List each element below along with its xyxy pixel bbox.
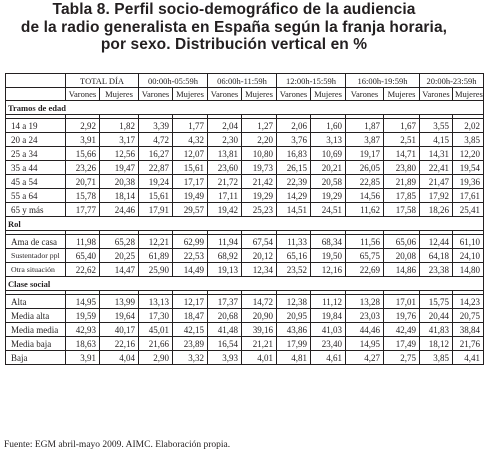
row-label: Media baja xyxy=(6,337,66,351)
value-cell: 20,08 xyxy=(384,249,420,263)
table-row xyxy=(6,337,484,351)
value-cell: 20,58 xyxy=(311,175,346,189)
value-cell: 19,73 xyxy=(242,161,277,175)
value-cell: 10,80 xyxy=(242,147,277,161)
value-cell: 20,12 xyxy=(242,249,277,263)
value-cell: 15,66 xyxy=(66,147,100,161)
value-cell: 4,04 xyxy=(100,351,139,365)
value-cell: 23,89 xyxy=(173,337,208,351)
period-header: 20:00h-23:59h xyxy=(420,74,484,88)
value-cell: 17,85 xyxy=(384,189,420,203)
period-header-row xyxy=(6,74,484,88)
table-row xyxy=(6,119,484,133)
value-cell: 14,71 xyxy=(384,147,420,161)
row-label: 20 a 24 xyxy=(6,133,66,147)
value-cell: 42,15 xyxy=(173,323,208,337)
value-cell: 3,93 xyxy=(208,351,242,365)
value-cell: 21,76 xyxy=(453,337,484,351)
value-cell: 61,10 xyxy=(453,235,484,249)
value-cell: 18,26 xyxy=(420,203,453,217)
row-label: Sustentador ppl xyxy=(6,249,66,263)
value-cell: 21,42 xyxy=(242,175,277,189)
value-cell: 3,55 xyxy=(420,119,453,133)
value-cell: 4,72 xyxy=(139,133,173,147)
value-cell: 22,16 xyxy=(100,337,139,351)
value-cell: 17,77 xyxy=(66,203,100,217)
sex-header: Mujeres xyxy=(100,88,139,101)
value-cell: 14,56 xyxy=(346,189,384,203)
value-cell: 38,84 xyxy=(453,323,484,337)
table-body xyxy=(6,101,484,365)
value-cell: 11,12 xyxy=(311,295,346,309)
value-cell: 12,07 xyxy=(173,147,208,161)
value-cell: 15,78 xyxy=(66,189,100,203)
value-cell: 19,50 xyxy=(311,249,346,263)
value-cell: 1,60 xyxy=(311,119,346,133)
value-cell: 4,61 xyxy=(311,351,346,365)
value-cell: 67,54 xyxy=(242,235,277,249)
sex-header: Mujeres xyxy=(173,88,208,101)
value-cell: 19,47 xyxy=(100,161,139,175)
table-row xyxy=(6,133,484,147)
table-row xyxy=(6,147,484,161)
value-cell: 4,27 xyxy=(346,351,384,365)
row-label: Media media xyxy=(6,323,66,337)
row-label: 65 y más xyxy=(6,203,66,217)
value-cell: 20,68 xyxy=(208,309,242,323)
sex-header: Mujeres xyxy=(453,88,484,101)
period-header: 12:00h-15:59h xyxy=(277,74,346,88)
value-cell: 2,30 xyxy=(208,133,242,147)
value-cell: 3,85 xyxy=(420,351,453,365)
value-cell: 20,75 xyxy=(453,309,484,323)
value-cell: 20,90 xyxy=(242,309,277,323)
value-cell: 3,39 xyxy=(139,119,173,133)
row-label: 25 a 34 xyxy=(6,147,66,161)
value-cell: 17,58 xyxy=(384,203,420,217)
value-cell: 14,51 xyxy=(277,203,311,217)
sex-header: Mujeres xyxy=(311,88,346,101)
table-row xyxy=(6,175,484,189)
value-cell: 20,25 xyxy=(100,249,139,263)
value-cell: 24,10 xyxy=(453,249,484,263)
value-cell: 22,62 xyxy=(66,263,100,277)
value-cell: 2,92 xyxy=(66,119,100,133)
value-cell: 3,76 xyxy=(277,133,311,147)
value-cell: 17,91 xyxy=(139,203,173,217)
period-header: TOTAL DÍA xyxy=(66,74,139,88)
value-cell: 65,75 xyxy=(346,249,384,263)
value-cell: 11,98 xyxy=(66,235,100,249)
table-row xyxy=(6,203,484,217)
value-cell: 12,17 xyxy=(173,295,208,309)
value-cell: 14,95 xyxy=(66,295,100,309)
value-cell: 68,92 xyxy=(208,249,242,263)
section-title: Rol xyxy=(6,217,484,231)
corner-cell xyxy=(6,88,66,101)
value-cell: 20,44 xyxy=(420,309,453,323)
sex-header: Varones xyxy=(420,88,453,101)
value-cell: 14,31 xyxy=(420,147,453,161)
table-row xyxy=(6,189,484,203)
value-cell: 17,17 xyxy=(173,175,208,189)
value-cell: 19,29 xyxy=(311,189,346,203)
value-cell: 19,13 xyxy=(208,263,242,277)
value-cell: 23,60 xyxy=(208,161,242,175)
value-cell: 2,20 xyxy=(242,133,277,147)
value-cell: 25,41 xyxy=(453,203,484,217)
value-cell: 11,56 xyxy=(346,235,384,249)
value-cell: 64,18 xyxy=(420,249,453,263)
value-cell: 22,53 xyxy=(173,249,208,263)
table-row xyxy=(6,161,484,175)
title-line-2: de la radio generalista en España según la franja horaria, xyxy=(20,18,448,36)
value-cell: 41,03 xyxy=(311,323,346,337)
value-cell: 18,12 xyxy=(420,337,453,351)
value-cell: 19,84 xyxy=(311,309,346,323)
value-cell: 11,33 xyxy=(277,235,311,249)
value-cell: 40,17 xyxy=(100,323,139,337)
value-cell: 19,49 xyxy=(173,189,208,203)
value-cell: 21,47 xyxy=(420,175,453,189)
value-cell: 14,49 xyxy=(173,263,208,277)
value-cell: 14,47 xyxy=(100,263,139,277)
value-cell: 4,81 xyxy=(277,351,311,365)
value-cell: 23,52 xyxy=(277,263,311,277)
value-cell: 3,91 xyxy=(66,351,100,365)
table-row xyxy=(6,249,484,263)
value-cell: 22,87 xyxy=(139,161,173,175)
value-cell: 23,80 xyxy=(384,161,420,175)
row-label: 55 a 64 xyxy=(6,189,66,203)
value-cell: 19,76 xyxy=(384,309,420,323)
table-row xyxy=(6,309,484,323)
value-cell: 3,87 xyxy=(346,133,384,147)
value-cell: 14,29 xyxy=(277,189,311,203)
value-cell: 17,99 xyxy=(277,337,311,351)
value-cell: 17,11 xyxy=(208,189,242,203)
row-label: 45 a 54 xyxy=(6,175,66,189)
row-label: Media alta xyxy=(6,309,66,323)
value-cell: 65,16 xyxy=(277,249,311,263)
value-cell: 3,17 xyxy=(100,133,139,147)
value-cell: 12,16 xyxy=(311,263,346,277)
value-cell: 3,85 xyxy=(453,133,484,147)
value-cell: 1,77 xyxy=(173,119,208,133)
value-cell: 17,61 xyxy=(453,189,484,203)
value-cell: 4,41 xyxy=(453,351,484,365)
value-cell: 12,21 xyxy=(139,235,173,249)
value-cell: 2,04 xyxy=(208,119,242,133)
section-header-row xyxy=(6,101,484,115)
row-label: 14 a 19 xyxy=(6,119,66,133)
value-cell: 17,92 xyxy=(420,189,453,203)
value-cell: 19,54 xyxy=(453,161,484,175)
value-cell: 2,90 xyxy=(139,351,173,365)
value-cell: 25,90 xyxy=(139,263,173,277)
value-cell: 21,72 xyxy=(208,175,242,189)
table-title xyxy=(0,1,468,54)
value-cell: 42,49 xyxy=(384,323,420,337)
value-cell: 43,86 xyxy=(277,323,311,337)
value-cell: 17,49 xyxy=(384,337,420,351)
table-row xyxy=(6,235,484,249)
value-cell: 22,39 xyxy=(277,175,311,189)
value-cell: 17,30 xyxy=(139,309,173,323)
demographic-table xyxy=(5,73,484,365)
value-cell: 65,28 xyxy=(100,235,139,249)
value-cell: 45,01 xyxy=(139,323,173,337)
period-header: 06:00h-11:59h xyxy=(208,74,277,88)
value-cell: 1,82 xyxy=(100,119,139,133)
value-cell: 15,61 xyxy=(139,189,173,203)
value-cell: 19,59 xyxy=(66,309,100,323)
value-cell: 13,99 xyxy=(100,295,139,309)
source-note: Fuente: EGM abril-mayo 2009. AIMC. Elaboración propia. xyxy=(4,440,231,450)
value-cell: 25,23 xyxy=(242,203,277,217)
value-cell: 26,05 xyxy=(346,161,384,175)
value-cell: 18,47 xyxy=(173,309,208,323)
title-line-3: por sexo. Distribución vertical en % xyxy=(100,36,368,53)
value-cell: 13,81 xyxy=(208,147,242,161)
value-cell: 22,69 xyxy=(346,263,384,277)
value-cell: 23,40 xyxy=(311,337,346,351)
value-cell: 19,42 xyxy=(208,203,242,217)
value-cell: 39,16 xyxy=(242,323,277,337)
value-cell: 22,85 xyxy=(346,175,384,189)
value-cell: 41,83 xyxy=(420,323,453,337)
value-cell: 22,41 xyxy=(420,161,453,175)
value-cell: 2,51 xyxy=(384,133,420,147)
section-header-row xyxy=(6,277,484,291)
value-cell: 65,06 xyxy=(384,235,420,249)
value-cell: 20,38 xyxy=(100,175,139,189)
sex-header: Mujeres xyxy=(242,88,277,101)
value-cell: 20,95 xyxy=(277,309,311,323)
value-cell: 1,87 xyxy=(346,119,384,133)
value-cell: 13,13 xyxy=(139,295,173,309)
value-cell: 14,95 xyxy=(346,337,384,351)
value-cell: 12,56 xyxy=(100,147,139,161)
value-cell: 4,01 xyxy=(242,351,277,365)
value-cell: 16,54 xyxy=(208,337,242,351)
value-cell: 20,21 xyxy=(311,161,346,175)
value-cell: 3,13 xyxy=(311,133,346,147)
value-cell: 23,26 xyxy=(66,161,100,175)
corner-cell xyxy=(6,74,66,88)
value-cell: 24,46 xyxy=(100,203,139,217)
value-cell: 19,24 xyxy=(139,175,173,189)
sex-header: Varones xyxy=(346,88,384,101)
sex-header: Varones xyxy=(208,88,242,101)
value-cell: 3,91 xyxy=(66,133,100,147)
value-cell: 2,06 xyxy=(277,119,311,133)
section-title: Clase social xyxy=(6,277,484,291)
value-cell: 20,71 xyxy=(66,175,100,189)
value-cell: 19,17 xyxy=(346,147,384,161)
title-line-1: Tabla 8. Perfil socio-demográfico de la audiencia xyxy=(52,1,416,18)
value-cell: 14,23 xyxy=(453,295,484,309)
value-cell: 14,80 xyxy=(453,263,484,277)
value-cell: 4,15 xyxy=(420,133,453,147)
value-cell: 23,03 xyxy=(346,309,384,323)
value-cell: 2,75 xyxy=(384,351,420,365)
period-header: 16:00h-19:59h xyxy=(346,74,420,88)
value-cell: 4,32 xyxy=(173,133,208,147)
value-cell: 18,63 xyxy=(66,337,100,351)
value-cell: 21,66 xyxy=(139,337,173,351)
row-label: Ama de casa xyxy=(6,235,66,249)
value-cell: 41,48 xyxy=(208,323,242,337)
value-cell: 11,94 xyxy=(208,235,242,249)
value-cell: 12,38 xyxy=(277,295,311,309)
value-cell: 17,37 xyxy=(208,295,242,309)
table-row xyxy=(6,263,484,277)
value-cell: 29,57 xyxy=(173,203,208,217)
value-cell: 14,86 xyxy=(384,263,420,277)
value-cell: 62,99 xyxy=(173,235,208,249)
value-cell: 61,89 xyxy=(139,249,173,263)
value-cell: 42,93 xyxy=(66,323,100,337)
value-cell: 19,36 xyxy=(453,175,484,189)
sex-header: Varones xyxy=(139,88,173,101)
value-cell: 14,72 xyxy=(242,295,277,309)
value-cell: 26,15 xyxy=(277,161,311,175)
section-title: Tramos de edad xyxy=(6,101,484,115)
value-cell: 1,67 xyxy=(384,119,420,133)
value-cell: 21,21 xyxy=(242,337,277,351)
row-label: 35 a 44 xyxy=(6,161,66,175)
value-cell: 18,14 xyxy=(100,189,139,203)
value-cell: 19,29 xyxy=(242,189,277,203)
value-cell: 44,46 xyxy=(346,323,384,337)
table-row xyxy=(6,351,484,365)
value-cell: 12,20 xyxy=(453,147,484,161)
value-cell: 10,69 xyxy=(311,147,346,161)
value-cell: 24,51 xyxy=(311,203,346,217)
value-cell: 23,38 xyxy=(420,263,453,277)
section-header-row xyxy=(6,217,484,231)
row-label: Alta xyxy=(6,295,66,309)
value-cell: 21,89 xyxy=(384,175,420,189)
period-header: 00:00h-05:59h xyxy=(139,74,208,88)
value-cell: 11,62 xyxy=(346,203,384,217)
value-cell: 13,28 xyxy=(346,295,384,309)
value-cell: 17,01 xyxy=(384,295,420,309)
sex-header: Varones xyxy=(66,88,100,101)
value-cell: 68,34 xyxy=(311,235,346,249)
row-label: Baja xyxy=(6,351,66,365)
row-label: Otra situación xyxy=(6,263,66,277)
value-cell: 3,32 xyxy=(173,351,208,365)
value-cell: 15,75 xyxy=(420,295,453,309)
table-row xyxy=(6,295,484,309)
value-cell: 65,40 xyxy=(66,249,100,263)
value-cell: 12,44 xyxy=(420,235,453,249)
value-cell: 19,64 xyxy=(100,309,139,323)
value-cell: 2,02 xyxy=(453,119,484,133)
value-cell: 15,61 xyxy=(173,161,208,175)
value-cell: 1,27 xyxy=(242,119,277,133)
sex-header: Mujeres xyxy=(384,88,420,101)
sex-header-row xyxy=(6,88,484,101)
value-cell: 12,34 xyxy=(242,263,277,277)
value-cell: 16,27 xyxy=(139,147,173,161)
sex-header: Varones xyxy=(277,88,311,101)
value-cell: 16,83 xyxy=(277,147,311,161)
table-row xyxy=(6,323,484,337)
